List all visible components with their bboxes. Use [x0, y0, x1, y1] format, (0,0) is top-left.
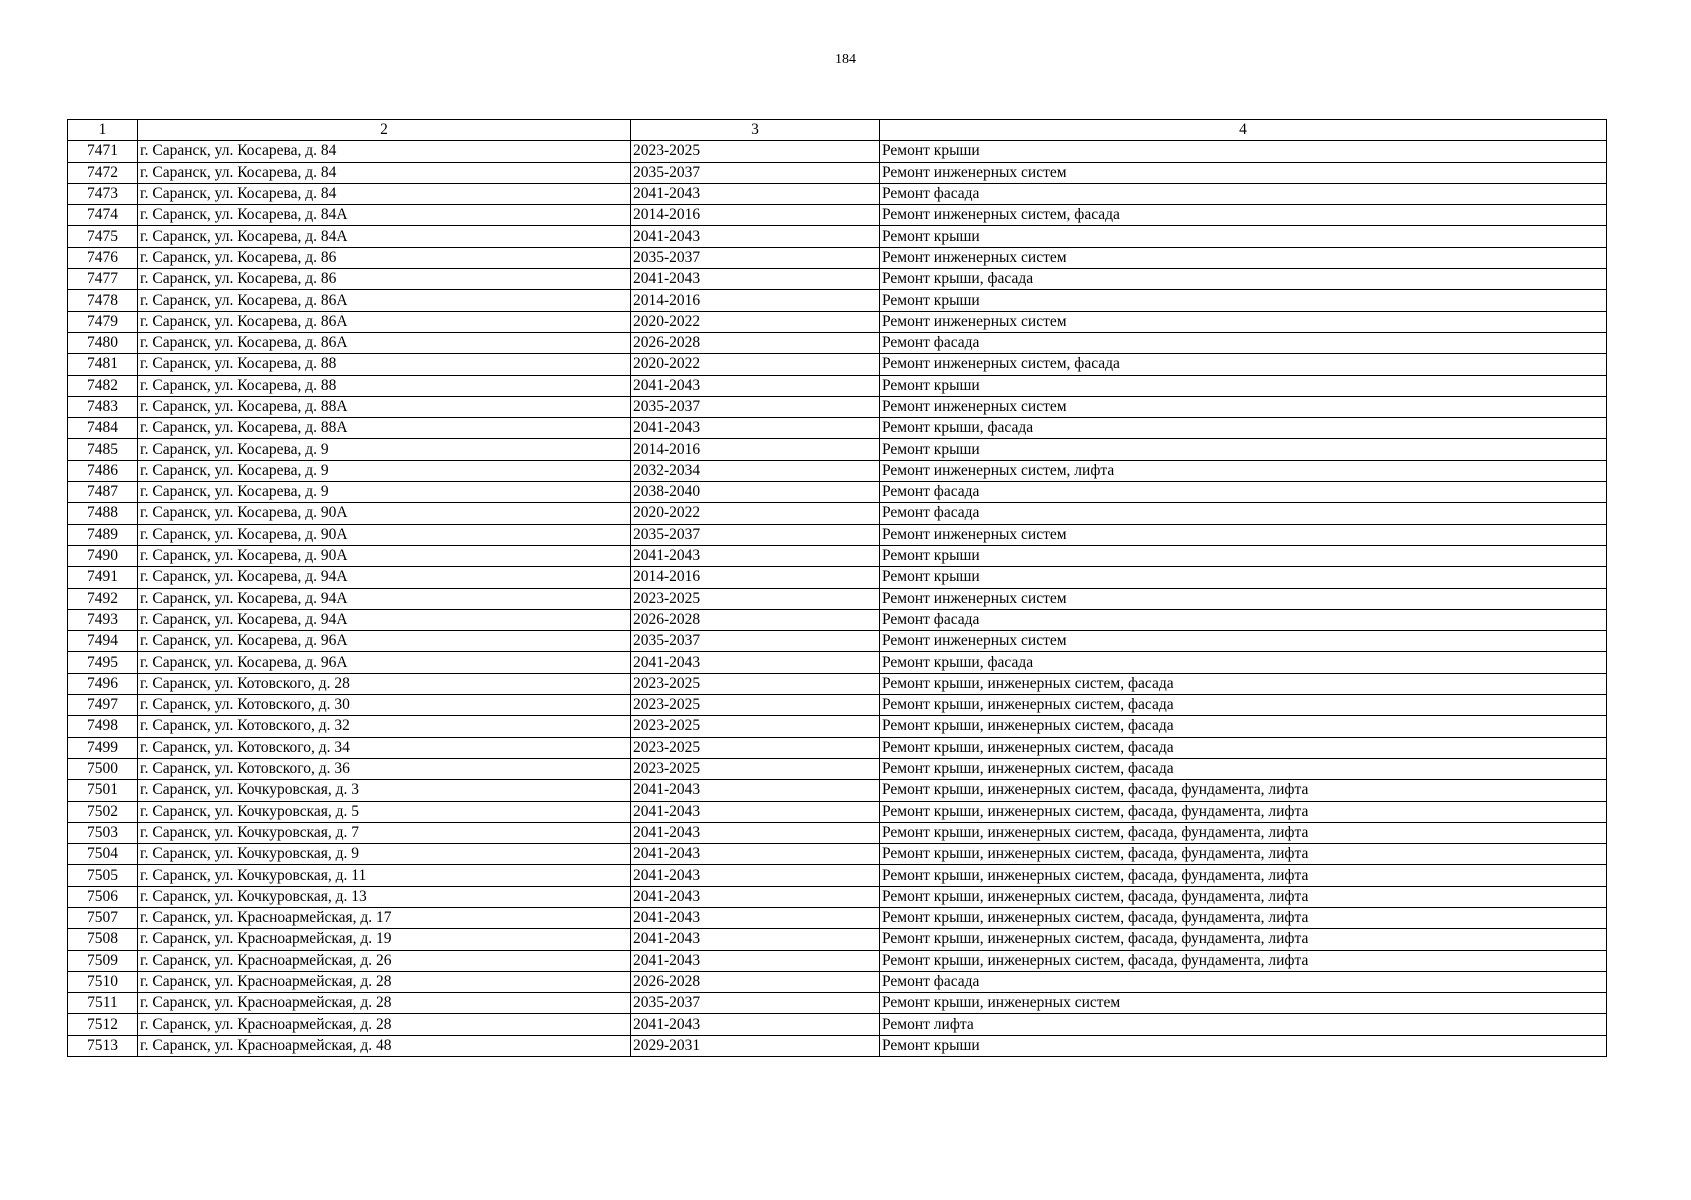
period-cell: 2020-2022	[631, 311, 880, 332]
address-cell: г. Саранск, ул. Кочкуровская, д. 13	[138, 886, 631, 907]
table-row	[68, 332, 1607, 353]
address-cell: г. Саранск, ул. Котовского, д. 30	[138, 695, 631, 716]
row-number-cell: 7475	[68, 226, 138, 247]
period-cell: 2041-2043	[631, 652, 880, 673]
period-cell: 2041-2043	[631, 844, 880, 865]
row-number-cell: 7491	[68, 567, 138, 588]
table-row	[68, 375, 1607, 396]
period-cell: 2041-2043	[631, 1014, 880, 1035]
period-cell: 2041-2043	[631, 865, 880, 886]
address-cell: г. Саранск, ул. Красноармейская, д. 48	[138, 1035, 631, 1056]
row-number-cell: 7496	[68, 673, 138, 694]
table-row	[68, 737, 1607, 758]
period-cell: 2041-2043	[631, 907, 880, 928]
address-cell: г. Саранск, ул. Косарева, д. 86А	[138, 311, 631, 332]
table-row	[68, 162, 1607, 183]
table-row	[68, 524, 1607, 545]
table-row	[68, 673, 1607, 694]
period-cell: 2023-2025	[631, 737, 880, 758]
address-cell: г. Саранск, ул. Котовского, д. 32	[138, 716, 631, 737]
period-cell: 2035-2037	[631, 247, 880, 268]
work-type-cell: Ремонт крыши, инженерных систем, фасада, фундамента, лифта	[880, 865, 1607, 886]
address-cell: г. Саранск, ул. Косарева, д. 88	[138, 375, 631, 396]
work-type-cell: Ремонт фасада	[880, 482, 1607, 503]
work-type-cell: Ремонт фасада	[880, 503, 1607, 524]
period-cell: 2041-2043	[631, 886, 880, 907]
work-type-cell: Ремонт крыши, фасада	[880, 418, 1607, 439]
row-number-cell: 7499	[68, 737, 138, 758]
address-cell: г. Саранск, ул. Косарева, д. 9	[138, 482, 631, 503]
page-number: 184	[835, 52, 856, 67]
row-number-cell: 7480	[68, 332, 138, 353]
period-cell: 2035-2037	[631, 631, 880, 652]
address-cell: г. Саранск, ул. Косарева, д. 9	[138, 439, 631, 460]
row-number-cell: 7483	[68, 396, 138, 417]
address-cell: г. Саранск, ул. Косарева, д. 84	[138, 141, 631, 162]
column-header-4: 4	[880, 120, 1607, 141]
address-cell: г. Саранск, ул. Косарева, д. 90А	[138, 524, 631, 545]
work-type-cell: Ремонт крыши	[880, 439, 1607, 460]
work-type-cell: Ремонт крыши, инженерных систем, фасада, фундамента, лифта	[880, 822, 1607, 843]
address-cell: г. Саранск, ул. Красноармейская, д. 28	[138, 971, 631, 992]
repair-schedule-table	[67, 119, 1607, 1057]
address-cell: г. Саранск, ул. Косарева, д. 86	[138, 247, 631, 268]
period-cell: 2032-2034	[631, 460, 880, 481]
row-number-cell: 7508	[68, 929, 138, 950]
period-cell: 2041-2043	[631, 375, 880, 396]
work-type-cell: Ремонт крыши, фасада	[880, 652, 1607, 673]
work-type-cell: Ремонт крыши	[880, 226, 1607, 247]
work-type-cell: Ремонт крыши, инженерных систем, фасада, фундамента, лифта	[880, 950, 1607, 971]
address-cell: г. Саранск, ул. Кочкуровская, д. 7	[138, 822, 631, 843]
address-cell: г. Саранск, ул. Косарева, д. 88А	[138, 396, 631, 417]
address-cell: г. Саранск, ул. Котовского, д. 34	[138, 737, 631, 758]
row-number-cell: 7477	[68, 269, 138, 290]
address-cell: г. Саранск, ул. Косарева, д. 84А	[138, 205, 631, 226]
work-type-cell: Ремонт крыши	[880, 567, 1607, 588]
table-row	[68, 844, 1607, 865]
column-header-2: 2	[138, 120, 631, 141]
work-type-cell: Ремонт инженерных систем	[880, 247, 1607, 268]
table-row	[68, 929, 1607, 950]
period-cell: 2035-2037	[631, 162, 880, 183]
table-row	[68, 971, 1607, 992]
address-cell: г. Саранск, ул. Косарева, д. 88А	[138, 418, 631, 439]
table-row	[68, 247, 1607, 268]
row-number-cell: 7473	[68, 183, 138, 204]
row-number-cell: 7492	[68, 588, 138, 609]
column-header-3: 3	[631, 120, 880, 141]
period-cell: 2041-2043	[631, 269, 880, 290]
work-type-cell: Ремонт крыши, фасада	[880, 269, 1607, 290]
period-cell: 2023-2025	[631, 716, 880, 737]
work-type-cell: Ремонт крыши	[880, 290, 1607, 311]
row-number-cell: 7498	[68, 716, 138, 737]
address-cell: г. Саранск, ул. Косарева, д. 96А	[138, 631, 631, 652]
table-row	[68, 567, 1607, 588]
row-number-cell: 7502	[68, 801, 138, 822]
period-cell: 2041-2043	[631, 545, 880, 566]
address-cell: г. Саранск, ул. Косарева, д. 84	[138, 183, 631, 204]
address-cell: г. Саранск, ул. Косарева, д. 94А	[138, 588, 631, 609]
table-row	[68, 1014, 1607, 1035]
address-cell: г. Саранск, ул. Косарева, д. 84А	[138, 226, 631, 247]
period-cell: 2026-2028	[631, 332, 880, 353]
table-row	[68, 354, 1607, 375]
work-type-cell: Ремонт инженерных систем, фасада	[880, 354, 1607, 375]
period-cell: 2023-2025	[631, 758, 880, 779]
address-cell: г. Саранск, ул. Кочкуровская, д. 11	[138, 865, 631, 886]
row-number-cell: 7479	[68, 311, 138, 332]
work-type-cell: Ремонт инженерных систем	[880, 311, 1607, 332]
table-row	[68, 226, 1607, 247]
address-cell: г. Саранск, ул. Красноармейская, д. 17	[138, 907, 631, 928]
row-number-cell: 7503	[68, 822, 138, 843]
row-number-cell: 7511	[68, 993, 138, 1014]
address-cell: г. Саранск, ул. Косарева, д. 88	[138, 354, 631, 375]
period-cell: 2014-2016	[631, 439, 880, 460]
address-cell: г. Саранск, ул. Косарева, д. 90А	[138, 545, 631, 566]
address-cell: г. Саранск, ул. Косарева, д. 86А	[138, 290, 631, 311]
work-type-cell: Ремонт крыши	[880, 545, 1607, 566]
work-type-cell: Ремонт крыши, инженерных систем, фасада, фундамента, лифта	[880, 907, 1607, 928]
table-row	[68, 503, 1607, 524]
period-cell: 2023-2025	[631, 673, 880, 694]
table-row	[68, 695, 1607, 716]
table-row	[68, 183, 1607, 204]
work-type-cell: Ремонт крыши, инженерных систем, фасада, фундамента, лифта	[880, 780, 1607, 801]
work-type-cell: Ремонт инженерных систем	[880, 162, 1607, 183]
work-type-cell: Ремонт крыши, инженерных систем	[880, 993, 1607, 1014]
work-type-cell: Ремонт крыши, инженерных систем, фасада	[880, 695, 1607, 716]
row-number-cell: 7485	[68, 439, 138, 460]
period-cell: 2041-2043	[631, 929, 880, 950]
row-number-cell: 7500	[68, 758, 138, 779]
table-row	[68, 396, 1607, 417]
row-number-cell: 7505	[68, 865, 138, 886]
address-cell: г. Саранск, ул. Косарева, д. 9	[138, 460, 631, 481]
address-cell: г. Саранск, ул. Красноармейская, д. 28	[138, 993, 631, 1014]
address-cell: г. Саранск, ул. Красноармейская, д. 28	[138, 1014, 631, 1035]
table-row	[68, 758, 1607, 779]
work-type-cell: Ремонт крыши	[880, 375, 1607, 396]
period-cell: 2020-2022	[631, 354, 880, 375]
address-cell: г. Саранск, ул. Красноармейская, д. 19	[138, 929, 631, 950]
work-type-cell: Ремонт инженерных систем, фасада	[880, 205, 1607, 226]
period-cell: 2023-2025	[631, 695, 880, 716]
row-number-cell: 7510	[68, 971, 138, 992]
row-number-cell: 7494	[68, 631, 138, 652]
period-cell: 2023-2025	[631, 141, 880, 162]
period-cell: 2041-2043	[631, 822, 880, 843]
address-cell: г. Саранск, ул. Косарева, д. 94А	[138, 567, 631, 588]
work-type-cell: Ремонт фасада	[880, 332, 1607, 353]
row-number-cell: 7476	[68, 247, 138, 268]
row-number-cell: 7493	[68, 609, 138, 630]
table-row	[68, 780, 1607, 801]
work-type-cell: Ремонт инженерных систем, лифта	[880, 460, 1607, 481]
table-row	[68, 801, 1607, 822]
table-row	[68, 460, 1607, 481]
work-type-cell: Ремонт крыши, инженерных систем, фасада, фундамента, лифта	[880, 801, 1607, 822]
row-number-cell: 7506	[68, 886, 138, 907]
table-row	[68, 907, 1607, 928]
period-cell: 2023-2025	[631, 588, 880, 609]
table-row	[68, 418, 1607, 439]
table-row	[68, 482, 1607, 503]
row-number-cell: 7507	[68, 907, 138, 928]
row-number-cell: 7489	[68, 524, 138, 545]
address-cell: г. Саранск, ул. Красноармейская, д. 26	[138, 950, 631, 971]
table-row	[68, 588, 1607, 609]
work-type-cell: Ремонт крыши	[880, 141, 1607, 162]
row-number-cell: 7481	[68, 354, 138, 375]
table-row	[68, 439, 1607, 460]
work-type-cell: Ремонт крыши, инженерных систем, фасада	[880, 737, 1607, 758]
table-row	[68, 993, 1607, 1014]
row-number-cell: 7512	[68, 1014, 138, 1035]
row-number-cell: 7487	[68, 482, 138, 503]
table-row	[68, 269, 1607, 290]
work-type-cell: Ремонт лифта	[880, 1014, 1607, 1035]
period-cell: 2026-2028	[631, 609, 880, 630]
work-type-cell: Ремонт инженерных систем	[880, 396, 1607, 417]
row-number-cell: 7472	[68, 162, 138, 183]
work-type-cell: Ремонт инженерных систем	[880, 631, 1607, 652]
table-row	[68, 865, 1607, 886]
address-cell: г. Саранск, ул. Косарева, д. 86А	[138, 332, 631, 353]
column-header-1: 1	[68, 120, 138, 141]
period-cell: 2020-2022	[631, 503, 880, 524]
work-type-cell: Ремонт фасада	[880, 183, 1607, 204]
period-cell: 2035-2037	[631, 524, 880, 545]
row-number-cell: 7513	[68, 1035, 138, 1056]
work-type-cell: Ремонт крыши, инженерных систем, фасада	[880, 758, 1607, 779]
table-row	[68, 950, 1607, 971]
table-body	[68, 141, 1607, 1057]
table-row	[68, 631, 1607, 652]
table-row	[68, 886, 1607, 907]
address-cell: г. Саранск, ул. Косарева, д. 86	[138, 269, 631, 290]
work-type-cell: Ремонт крыши, инженерных систем, фасада	[880, 673, 1607, 694]
address-cell: г. Саранск, ул. Котовского, д. 28	[138, 673, 631, 694]
period-cell: 2041-2043	[631, 801, 880, 822]
address-cell: г. Саранск, ул. Косарева, д. 90А	[138, 503, 631, 524]
row-number-cell: 7478	[68, 290, 138, 311]
table-header	[68, 120, 1607, 141]
address-cell: г. Саранск, ул. Кочкуровская, д. 5	[138, 801, 631, 822]
period-cell: 2035-2037	[631, 396, 880, 417]
row-number-cell: 7495	[68, 652, 138, 673]
table-row	[68, 141, 1607, 162]
row-number-cell: 7486	[68, 460, 138, 481]
period-cell: 2041-2043	[631, 780, 880, 801]
row-number-cell: 7509	[68, 950, 138, 971]
period-cell: 2038-2040	[631, 482, 880, 503]
work-type-cell: Ремонт фасада	[880, 971, 1607, 992]
row-number-cell: 7474	[68, 205, 138, 226]
table-row	[68, 311, 1607, 332]
address-cell: г. Саранск, ул. Косарева, д. 94А	[138, 609, 631, 630]
table-row	[68, 545, 1607, 566]
table-row	[68, 205, 1607, 226]
work-type-cell: Ремонт крыши, инженерных систем, фасада, фундамента, лифта	[880, 929, 1607, 950]
row-number-cell: 7501	[68, 780, 138, 801]
period-cell: 2041-2043	[631, 418, 880, 439]
period-cell: 2035-2037	[631, 993, 880, 1014]
work-type-cell: Ремонт инженерных систем	[880, 588, 1607, 609]
row-number-cell: 7490	[68, 545, 138, 566]
period-cell: 2041-2043	[631, 226, 880, 247]
table-row	[68, 822, 1607, 843]
row-number-cell: 7482	[68, 375, 138, 396]
address-cell: г. Саранск, ул. Косарева, д. 96А	[138, 652, 631, 673]
work-type-cell: Ремонт крыши, инженерных систем, фасада	[880, 716, 1607, 737]
row-number-cell: 7484	[68, 418, 138, 439]
address-cell: г. Саранск, ул. Кочкуровская, д. 3	[138, 780, 631, 801]
period-cell: 2014-2016	[631, 567, 880, 588]
work-type-cell: Ремонт крыши, инженерных систем, фасада, фундамента, лифта	[880, 844, 1607, 865]
address-cell: г. Саранск, ул. Кочкуровская, д. 9	[138, 844, 631, 865]
row-number-cell: 7471	[68, 141, 138, 162]
period-cell: 2014-2016	[631, 290, 880, 311]
table-row	[68, 652, 1607, 673]
row-number-cell: 7504	[68, 844, 138, 865]
period-cell: 2026-2028	[631, 971, 880, 992]
work-type-cell: Ремонт крыши	[880, 1035, 1607, 1056]
table-row	[68, 609, 1607, 630]
period-cell: 2041-2043	[631, 183, 880, 204]
address-cell: г. Саранск, ул. Косарева, д. 84	[138, 162, 631, 183]
table-row	[68, 1035, 1607, 1056]
header-row	[68, 120, 1607, 141]
period-cell: 2029-2031	[631, 1035, 880, 1056]
table-row	[68, 716, 1607, 737]
table-row	[68, 290, 1607, 311]
work-type-cell: Ремонт инженерных систем	[880, 524, 1607, 545]
row-number-cell: 7497	[68, 695, 138, 716]
work-type-cell: Ремонт фасада	[880, 609, 1607, 630]
address-cell: г. Саранск, ул. Котовского, д. 36	[138, 758, 631, 779]
work-type-cell: Ремонт крыши, инженерных систем, фасада, фундамента, лифта	[880, 886, 1607, 907]
row-number-cell: 7488	[68, 503, 138, 524]
period-cell: 2041-2043	[631, 950, 880, 971]
period-cell: 2014-2016	[631, 205, 880, 226]
